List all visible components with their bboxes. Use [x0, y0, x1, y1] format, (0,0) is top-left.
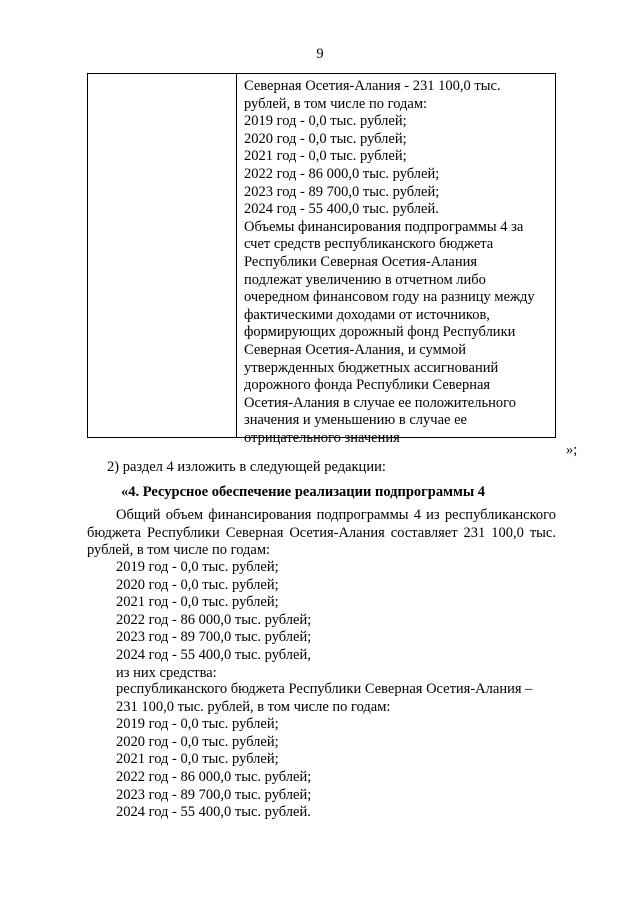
- table-text-line: счет средств республиканского бюджета: [244, 236, 494, 253]
- table-text-line: 2022 год - 86 000,0 тыс. рублей;: [244, 165, 440, 182]
- table-right-cell: [244, 78, 549, 447]
- list-item: 2024 год - 55 400,0 тыс. рублей.: [116, 804, 311, 821]
- list-item: 2021 год - 0,0 тыс. рублей;: [116, 594, 279, 611]
- table-text-line: подлежат увеличению в отчетном либо: [244, 271, 486, 288]
- table-text-line: Северная Осетия-Алания, и суммой: [244, 341, 466, 358]
- list-item: 2022 год - 86 000,0 тыс. рублей;: [116, 611, 312, 628]
- section-heading: «4. Ресурсное обеспечение реализации подпрограммы 4: [121, 484, 486, 500]
- table-text-line: фактическими доходами от источников,: [244, 306, 490, 323]
- table-column-divider: [236, 74, 237, 437]
- financing-table: [87, 73, 556, 446]
- table-text-line: 2021 год - 0,0 тыс. рублей;: [244, 148, 407, 165]
- table-text-line: дорожного фонда Республики Северная: [244, 377, 491, 394]
- table-text-line: очередном финансовом году на разницу между: [244, 289, 535, 306]
- list-item: республиканского бюджета Республики Северная Осетия-Алания –: [116, 681, 533, 697]
- table-text-line: формирующих дорожный фонд Республики: [244, 324, 516, 341]
- list-item: 2023 год - 89 700,0 тыс. рублей;: [116, 786, 312, 803]
- closing-quote: »;: [566, 442, 578, 458]
- table-text-line: 2019 год - 0,0 тыс. рублей;: [244, 113, 407, 130]
- financing-paragraph: Общий объем финансирования подпрограммы 4 из республиканского бюджета Республики Северная Осетия-Алания составляет 231 100,0 тыс. рублей, в том числе по годам:: [87, 507, 556, 559]
- list-item: 2020 год - 0,0 тыс. рублей;: [116, 576, 279, 593]
- page-number: 9: [316, 46, 324, 62]
- table-text-line: отрицательного значения: [244, 429, 400, 446]
- table-text-line: 2020 год - 0,0 тыс. рублей;: [244, 130, 407, 147]
- table-text-line: Объемы финансирования подпрограммы 4 за: [244, 218, 524, 235]
- list-item: 231 100,0 тыс. рублей, в том числе по годам:: [116, 698, 391, 715]
- table-text-line: Республики Северная Осетия-Алания: [244, 253, 478, 270]
- table-text-line: значения и уменьшению в случае ее: [244, 412, 467, 429]
- list-item: 2019 год - 0,0 тыс. рублей;: [116, 559, 279, 575]
- table-text-line: Осетия-Алания в случае ее положительного: [244, 394, 516, 411]
- yearly-funding-list: [116, 559, 311, 682]
- list-item: 2019 год - 0,0 тыс. рублей;: [116, 716, 279, 733]
- list-item: 2022 год - 86 000,0 тыс. рублей;: [116, 768, 312, 785]
- table-text-line: рублей, в том числе по годам:: [244, 95, 428, 112]
- list-item: 2021 год - 0,0 тыс. рублей;: [116, 751, 279, 768]
- table-text-line: Северная Осетия-Алания - 231 100,0 тыс.: [244, 78, 501, 94]
- list-item: 2020 год - 0,0 тыс. рублей;: [116, 733, 279, 750]
- list-item: из них средства:: [116, 664, 217, 681]
- republican-budget-list: [116, 681, 532, 822]
- list-item: 2024 год - 55 400,0 тыс. рублей,: [116, 646, 311, 663]
- table-text-line: 2024 год - 55 400,0 тыс. рублей.: [244, 201, 439, 218]
- amendment-instruction: 2) раздел 4 изложить в следующей редакции:: [107, 459, 386, 475]
- table-text-line: 2023 год - 89 700,0 тыс. рублей;: [244, 183, 440, 200]
- table-text-line: утвержденных бюджетных ассигнований: [244, 359, 499, 376]
- list-item: 2023 год - 89 700,0 тыс. рублей;: [116, 629, 312, 646]
